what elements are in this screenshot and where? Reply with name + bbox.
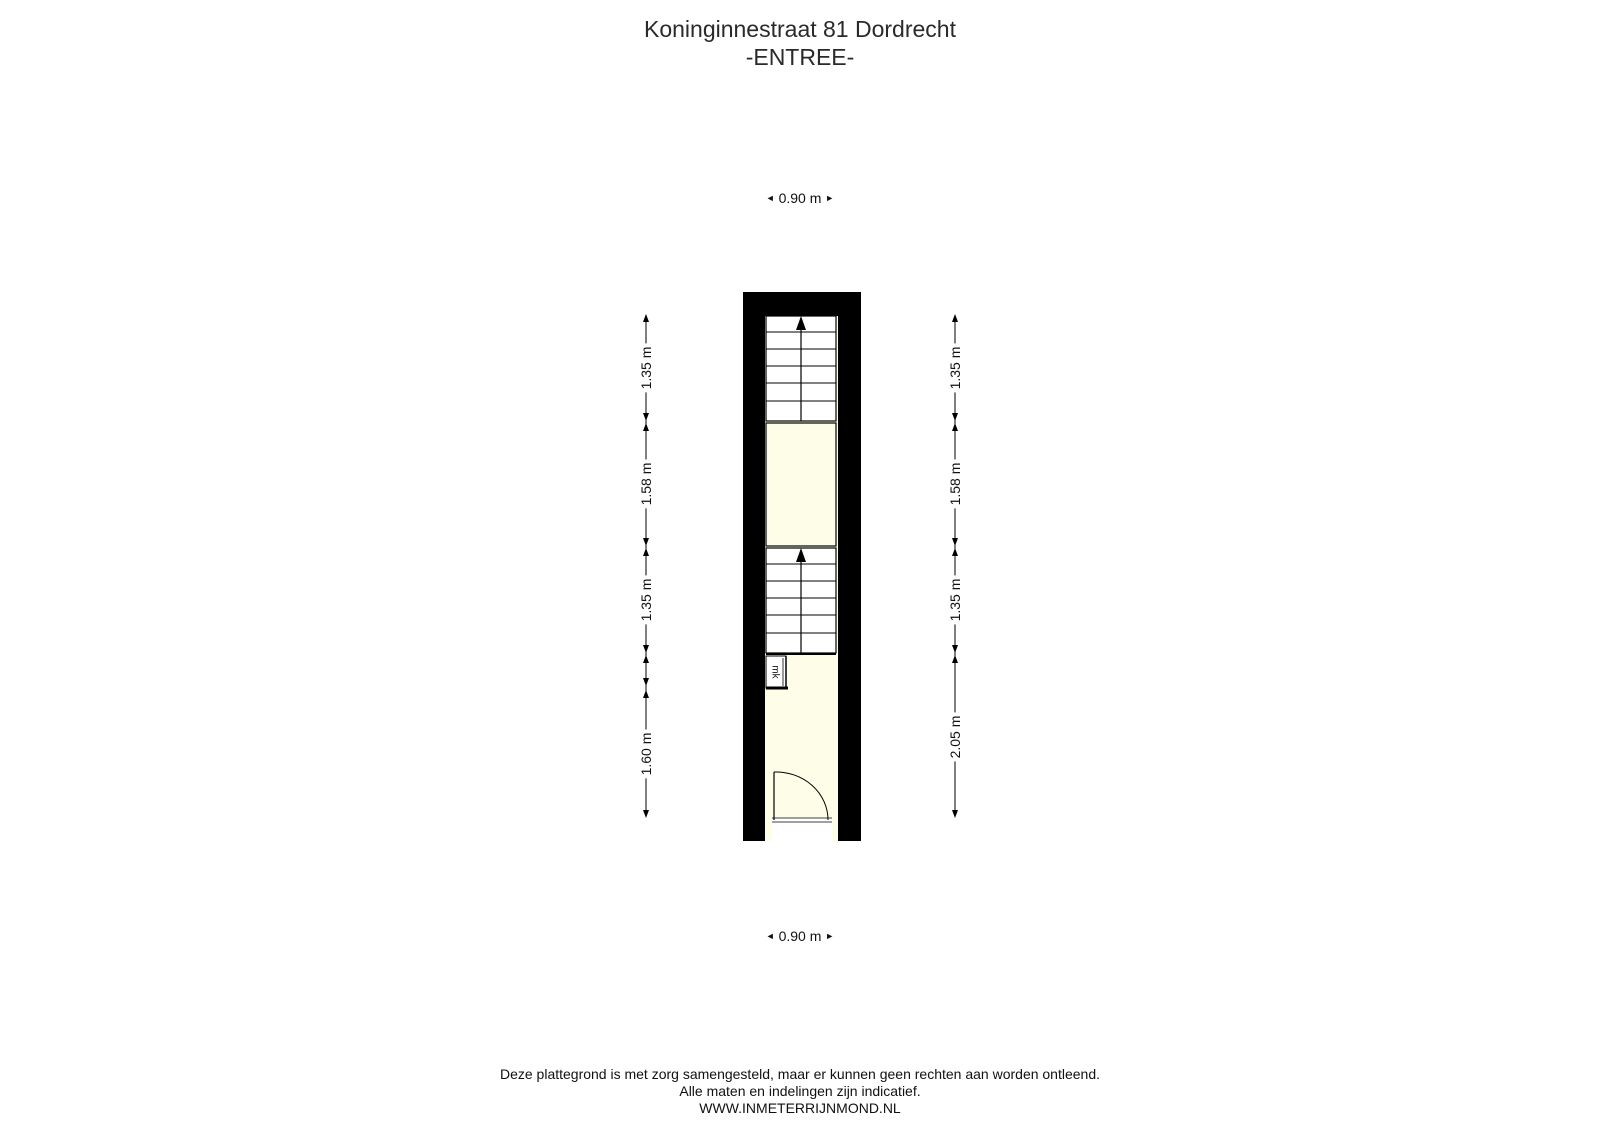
stair-upper [766, 316, 836, 421]
website-link: WWW.INMETERRIJNMOND.NL [699, 1100, 901, 1116]
disclaimer-line-1: Deze plattegrond is met zorg samengesteld, maar er kunnen geen rechten aan worden ontleend. [499, 1066, 1101, 1082]
bottom-width-dimension [0, 928, 1600, 944]
disclaimer-line-2: Alle maten en indelingen zijn indicatief. [679, 1083, 921, 1099]
right-dim-4: 2.05 m [947, 713, 963, 762]
right-dim-1: 1.35 m [947, 344, 963, 393]
arrow-left-icon: ◄ [765, 931, 775, 941]
right-dim-2: 1.58 m [947, 460, 963, 509]
stair-lower [766, 548, 836, 653]
address-title: Koninginnestraat 81 Dordrecht [644, 16, 956, 42]
bottom-width-label: 0.90 m [778, 928, 822, 944]
left-dim-3: 1.35 m [638, 576, 654, 625]
arrow-right-icon: ► [825, 931, 835, 941]
landing [766, 423, 836, 546]
left-dim-4: 1.60 m [638, 730, 654, 779]
top-width-label: 0.90 m [778, 190, 822, 206]
right-dim-3: 1.35 m [947, 576, 963, 625]
meter-cupboard-label: mk [769, 665, 781, 679]
floor-title: -ENTREE- [745, 44, 855, 70]
arrow-left-icon: ◄ [765, 193, 775, 203]
arrow-right-icon: ► [825, 193, 835, 203]
left-dim-2: 1.58 m [638, 460, 654, 509]
left-dim-1: 1.35 m [638, 344, 654, 393]
